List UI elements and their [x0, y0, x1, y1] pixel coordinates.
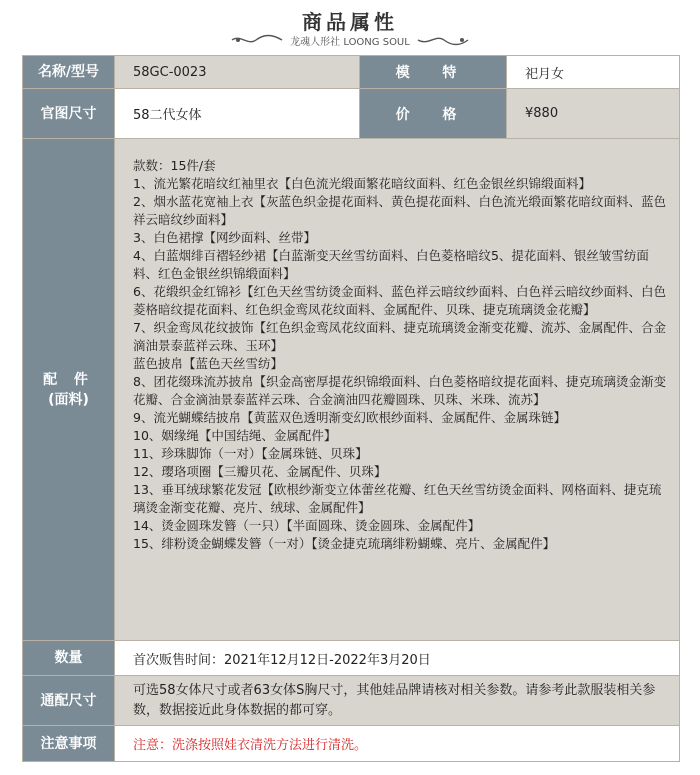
list-item: 9、流光蝴蝶结披帛【黄蓝双色透明渐变幻欧根纱面料、金属配件、金属珠链】	[133, 410, 566, 425]
row-quantity	[23, 641, 679, 676]
list-item: 7、织金鸾凤花纹披饰【红色织金鸾凤花纹面料、捷克琉璃烫金渐变花瓣、流苏、金属配件、合金滴油景泰蓝祥云珠、玉环】	[133, 320, 666, 353]
row-size	[23, 89, 679, 139]
list-item: 款数：15件/套	[133, 158, 216, 173]
row-fit	[23, 676, 679, 726]
notice-value: 注意：洗涤按照娃衣清洗方法进行清洗。	[115, 726, 679, 761]
right-swirl-ornament-icon	[416, 34, 470, 46]
theme-value: 祀月女	[507, 56, 679, 88]
list-item: 12、璎珞项圈【三瓣贝花、金属配件、贝珠】	[133, 464, 387, 479]
list-item: 8、团花缀珠流苏披帛【织金高密厚提花织锦缎面料、白色菱格暗纹提花面料、捷克琉璃烫金渐变花瓣、合金滴油景泰蓝祥云珠、合金滴油四花瓣圆珠、贝珠、米珠、流苏】	[133, 374, 666, 407]
brand-subtitle: 龙魂人形社 LOONG SOUL	[290, 36, 410, 48]
list-item: 3、白色裙撑【网纱面料、丝带】	[133, 230, 316, 245]
list-item: 14、烫金圆珠发簪（一只）【半面圆珠、烫金圆珠、金属配件】	[133, 518, 481, 533]
attribute-table	[22, 55, 680, 762]
model-value: 58GC-0023	[115, 56, 359, 88]
row-parts	[23, 139, 679, 641]
list-item: 1、流光繁花暗纹红袖里衣【白色流光缎面繁花暗纹面料、红色金银丝织锦缎面料】	[133, 176, 591, 191]
page-header	[0, 0, 700, 50]
list-item: 10、姻缘绳【中国结绳、金属配件】	[133, 428, 337, 443]
parts-list	[115, 139, 679, 640]
list-item: 13、垂耳绒球繁花发冠【欧根纱渐变立体蕾丝花瓣、红色天丝雪纺烫金面料、网格面料、捷克琉璃烫金渐变花瓣、亮片、绒球、金属配件】	[133, 482, 662, 515]
left-swirl-ornament-icon	[230, 34, 284, 46]
size-label: 官图尺寸	[23, 89, 115, 138]
parts-label-sub: (面料)	[48, 391, 89, 408]
list-item: 6、花缎织金红锦衫【红色天丝雪纺烫金面料、蓝色祥云暗纹纱面料、白色祥云暗纹纱面料、白色菱格暗纹提花面料、红色织金鸾凤花纹面料、金属配件、贝珠、捷克琉璃烫金花瓣】	[133, 284, 666, 317]
parts-label-title: 配 件	[43, 371, 94, 388]
price-label: 价 格	[359, 89, 507, 138]
row-model	[23, 56, 679, 89]
size-value: 58二代女体	[115, 89, 359, 138]
brand-line	[0, 33, 700, 47]
fit-label: 通配尺寸	[23, 676, 115, 725]
price-value: ¥880	[507, 89, 679, 138]
list-item: 4、白蓝烟绯百褶轻纱裙【白蓝渐变天丝雪纺面料、白色菱格暗纹5、提花面料、银丝皱雪纺面料、红色金银丝织锦缎面料】	[133, 248, 649, 281]
notice-label: 注意事项	[23, 726, 115, 761]
list-item: 15、绯粉烫金蝴蝶发簪（一对）【烫金捷克琉璃绯粉蝴蝶、亮片、金属配件】	[133, 536, 556, 551]
parts-label	[23, 139, 115, 640]
list-item: 11、珍珠脚饰（一对）【金属珠链、贝珠】	[133, 446, 368, 461]
list-item: 蓝色披帛【蓝色天丝雪纺】	[133, 356, 284, 371]
quantity-label: 数量	[23, 641, 115, 675]
row-notice	[23, 726, 679, 761]
page-title: 商品属性	[302, 10, 398, 34]
list-item: 2、烟水蓝花宽袖上衣【灰蓝色织金提花面料、黄色提花面料、白色流光缎面繁花暗纹面料、蓝色祥云暗纹纱面料】	[133, 194, 666, 227]
quantity-value: 首次贩售时间：2021年12月12日-2022年3月20日	[115, 641, 679, 675]
model-label: 名称/型号	[23, 56, 115, 88]
fit-value: 可选58女体尺寸或者63女体S胸尺寸，其他娃品牌请核对相关参数。请参考此款服装相关参数，数据接近此身体数据的都可穿。	[115, 676, 679, 725]
theme-label: 模 特	[359, 56, 507, 88]
